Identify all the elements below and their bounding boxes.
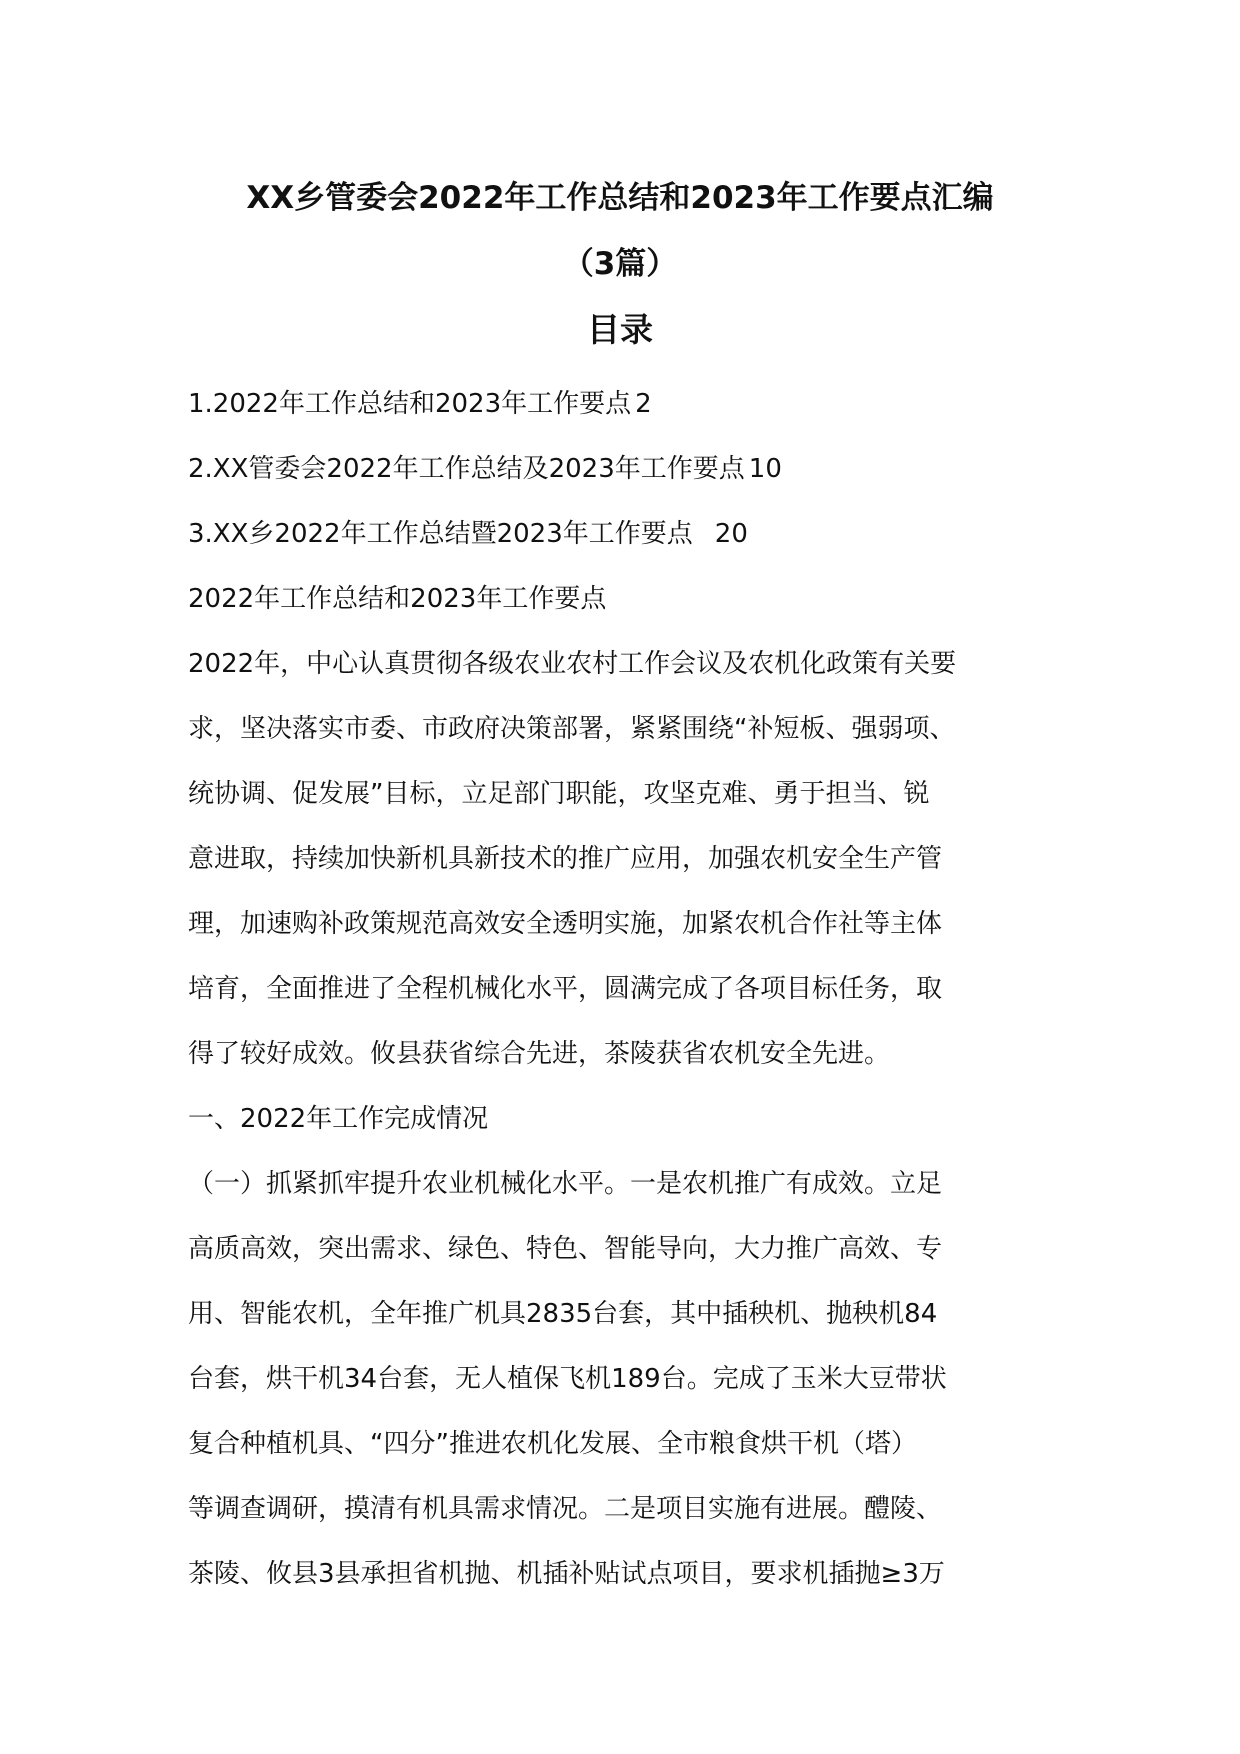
- body-line: 2022年，中心认真贯彻各级农业农村工作会议及农机化政策有关要: [188, 649, 957, 679]
- body-line: 理，加速购补政策规范高效安全透明实施，加紧农机合作社等主体: [188, 909, 943, 939]
- body-line: 得了较好成效。攸县获省综合先进，茶陵获省农机安全先进。: [188, 1039, 891, 1069]
- toc-item-page: 10: [748, 454, 782, 484]
- toc-item[interactable]: [188, 372, 1068, 437]
- body-line: 等调查调研，摸清有机具需求情况。二是项目实施有进展。醴陵、: [188, 1494, 943, 1524]
- body-line: 复合种植机具、“四分”推进农机化发展、全市粮食烘干机（塔）: [188, 1429, 917, 1459]
- body-line: 高质高效，突出需求、绿色、特色、智能导向，大力推广高效、专: [188, 1234, 943, 1264]
- subsection-heading: 一、2022年工作完成情况: [188, 1104, 489, 1134]
- toc-item[interactable]: [188, 502, 1068, 567]
- body-line: 统协调、促发展”目标，立足部门职能，攻坚克难、勇于担当、锐: [188, 779, 930, 809]
- toc-item-label: 1.2022年工作总结和2023年工作要点: [188, 389, 632, 419]
- toc-item[interactable]: [188, 437, 1068, 502]
- toc-item-label: 3.XX乡2022年工作总结暨2023年工作要点: [188, 519, 693, 549]
- document-subtitle: （3篇）: [562, 246, 678, 282]
- toc-item-label: 2.XX管委会2022年工作总结及2023年工作要点: [188, 454, 745, 484]
- body-line: 茶陵、攸县3县承担省机抛、机插补贴试点项目，要求机插抛≥3万: [188, 1559, 945, 1589]
- document-body: [188, 372, 1068, 1607]
- body-line: （一）抓紧抓牢提升农业机械化水平。一是农机推广有成效。立足: [188, 1169, 943, 1199]
- body-line: 用、智能农机，全年推广机具2835台套，其中插秧机、抛秧机84: [188, 1299, 938, 1329]
- toc-item-page: 20: [714, 519, 748, 549]
- document-title: XX乡管委会2022年工作总结和2023年工作要点汇编: [246, 180, 994, 216]
- body-line: 求，坚决落实市委、市政府决策部署，紧紧围绕“补短板、强弱项、: [188, 714, 956, 744]
- body-line: 培育，全面推进了全程机械化水平，圆满完成了各项目标任务，取: [188, 974, 943, 1004]
- body-line: 意进取，持续加快新机具新技术的推广应用，加强农机安全生产管: [188, 844, 943, 874]
- toc-heading: 目录: [587, 310, 653, 349]
- section-heading: 2022年工作总结和2023年工作要点: [188, 584, 607, 614]
- toc-item-page: 2: [635, 389, 652, 419]
- body-line: 台套，烘干机34台套，无人植保飞机189台。完成了玉米大豆带状: [188, 1364, 947, 1394]
